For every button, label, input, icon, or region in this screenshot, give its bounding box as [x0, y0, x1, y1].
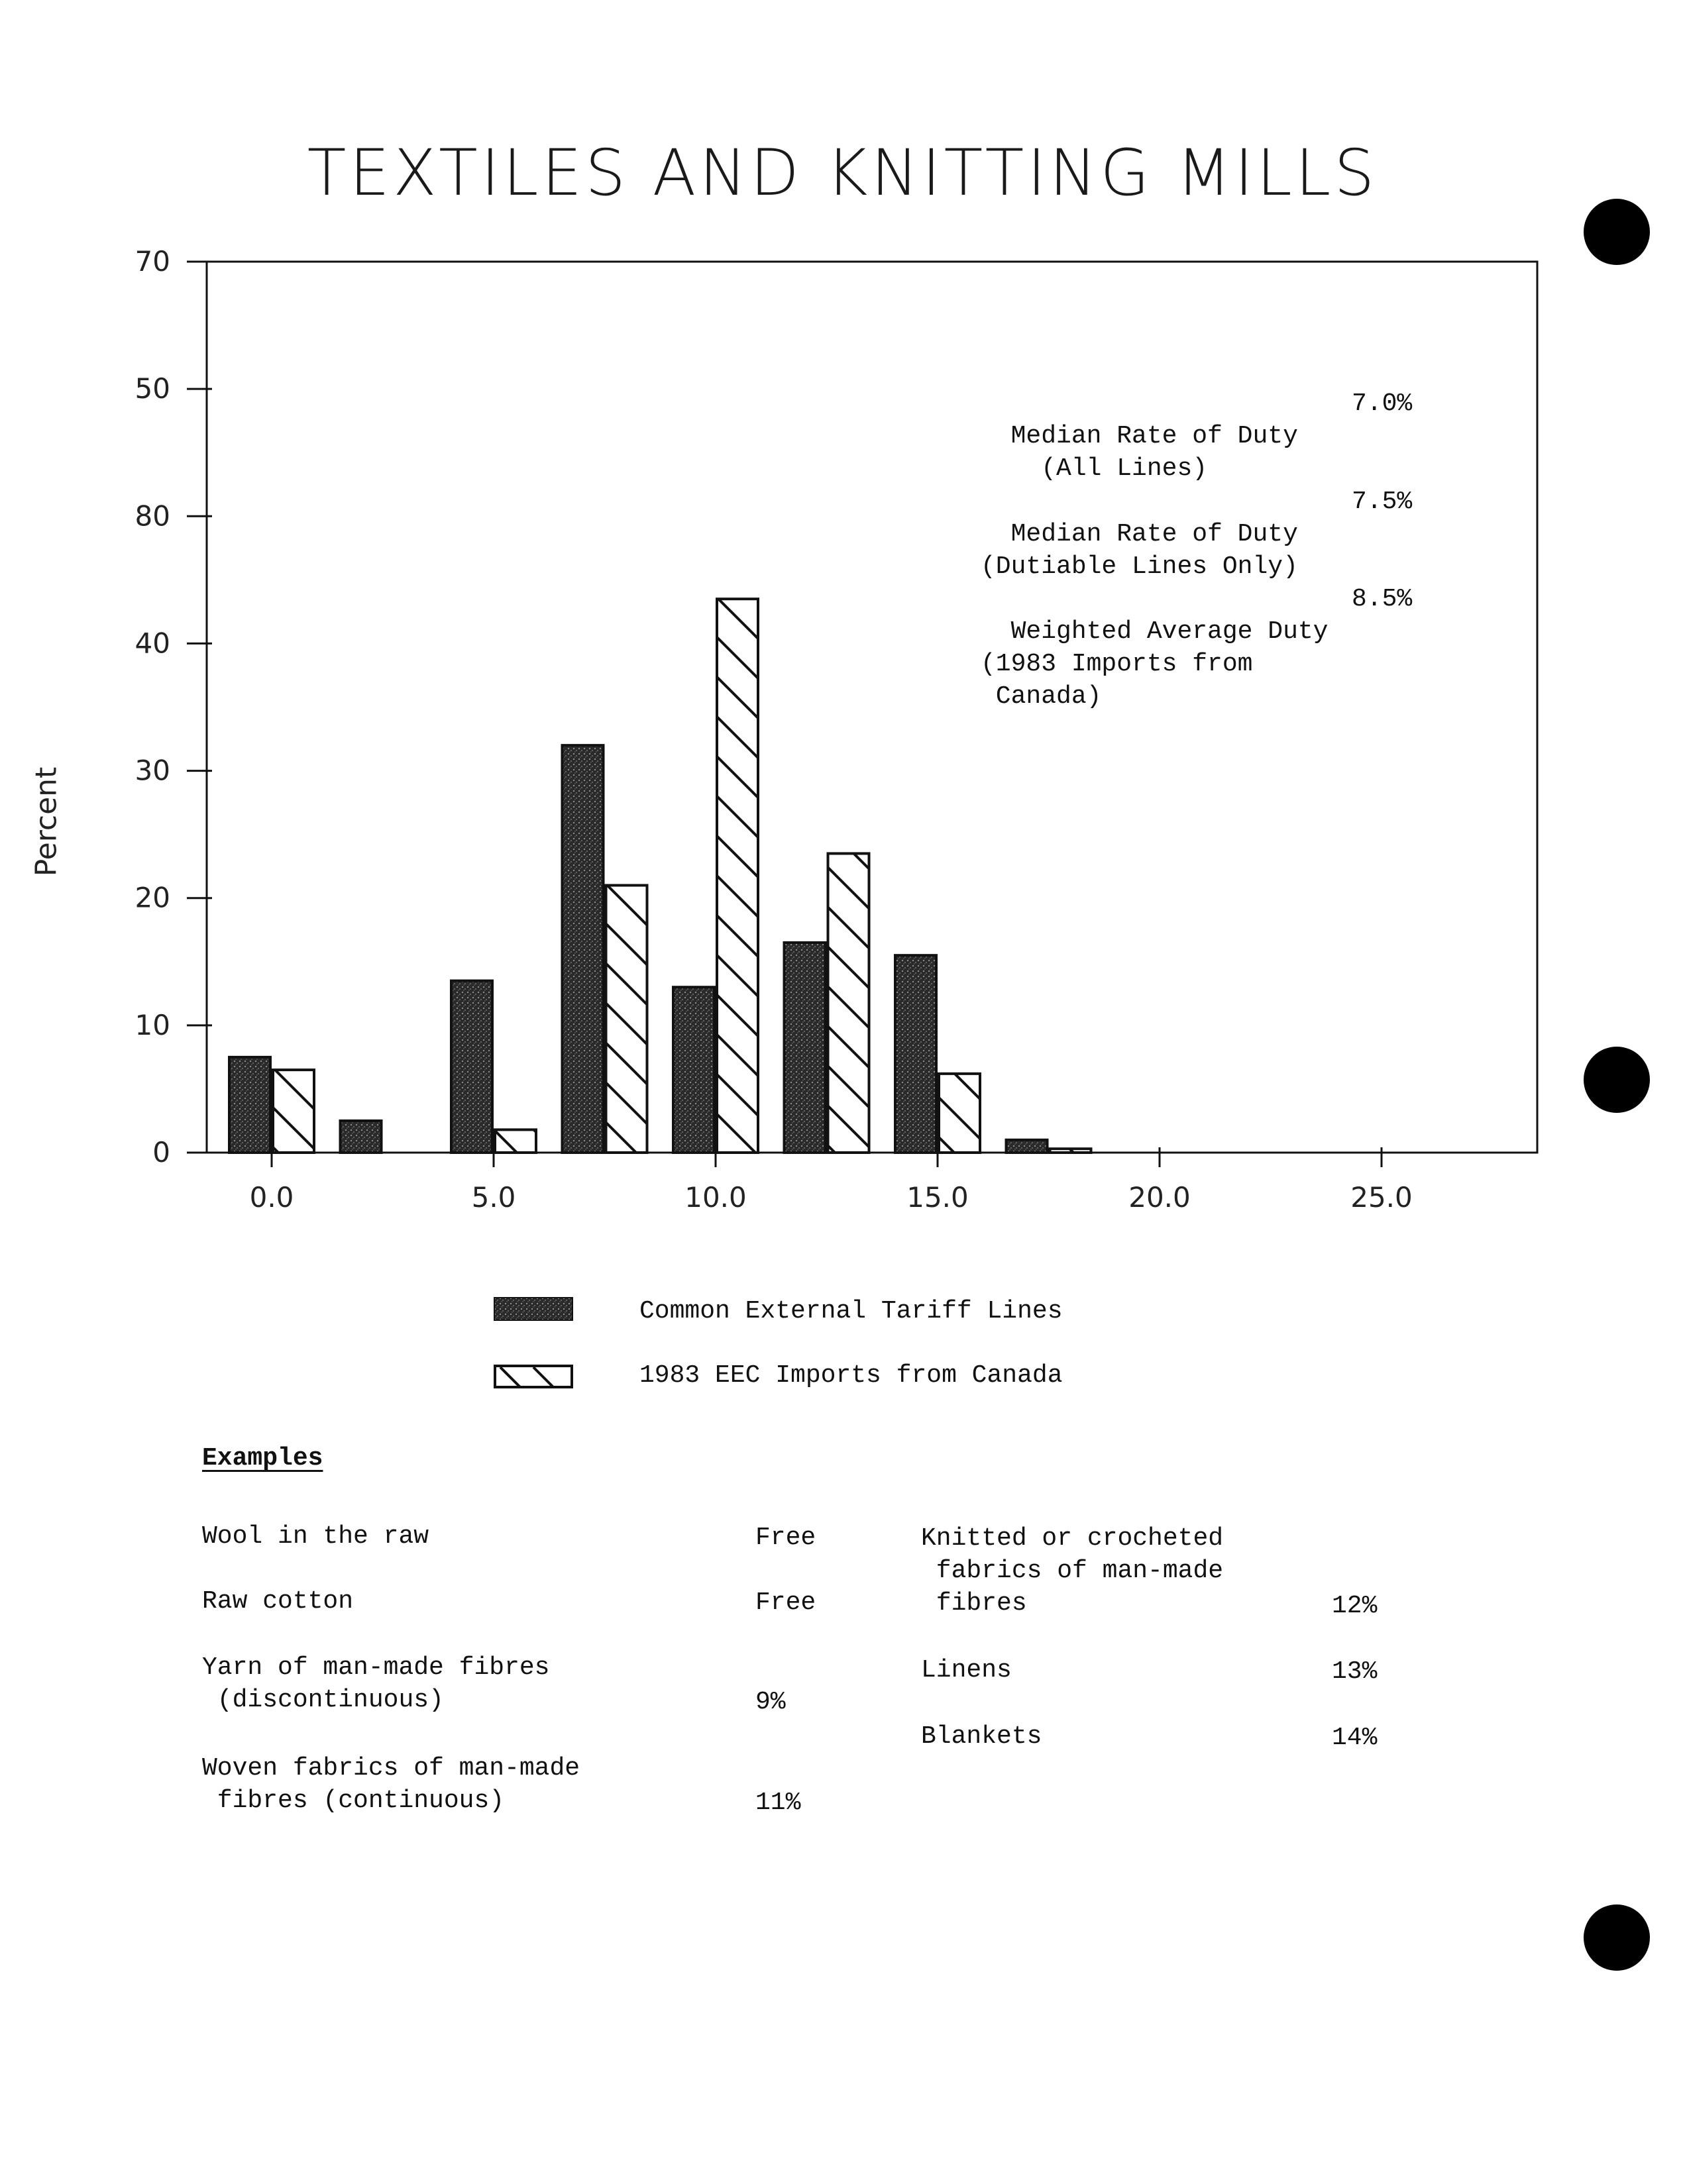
bar-imports — [717, 599, 758, 1153]
example-label: Linens — [921, 1656, 1012, 1685]
bar-cet — [451, 981, 492, 1153]
x-tick-label: 5.0 — [471, 1181, 516, 1214]
example-label: Yarn of man-made fibres (discontinuous) — [202, 1653, 550, 1714]
binder-hole — [1584, 1904, 1650, 1971]
stat-label: Median Rate of Duty (All Lines) — [1010, 422, 1298, 483]
y-tick-label: 70 — [135, 245, 170, 278]
example-value: Free — [755, 1588, 816, 1617]
y-tick-label: 30 — [135, 754, 170, 787]
bar-imports — [1050, 1149, 1091, 1153]
example-value: Free — [755, 1524, 816, 1552]
bar-cet — [229, 1057, 270, 1153]
example-value: 13% — [1332, 1657, 1378, 1686]
stat-weighted-average — [981, 583, 1413, 745]
example-label: Raw cotton — [202, 1587, 354, 1616]
bar-cet — [563, 745, 604, 1153]
bar-imports — [495, 1129, 536, 1153]
stat-label: Median Rate of Duty (Dutiable Lines Only) — [981, 520, 1298, 581]
example-value: 9% — [755, 1688, 786, 1716]
y-axis-label: Percent — [29, 766, 64, 877]
example-value: 14% — [1332, 1724, 1378, 1752]
x-tick-label: 15.0 — [906, 1181, 969, 1214]
x-tick-label: 25.0 — [1350, 1181, 1413, 1214]
y-tick-label: 10 — [135, 1008, 170, 1041]
x-tick-label: 20.0 — [1128, 1181, 1191, 1214]
legend-label-cet: Common External Tariff Lines — [639, 1297, 1063, 1326]
example-label: Blankets — [921, 1722, 1042, 1751]
bar-cet — [341, 1121, 382, 1153]
bar-cet — [895, 955, 936, 1153]
bar-cet — [1006, 1140, 1048, 1153]
example-label: Knitted or crocheted fabrics of man-made fibres — [921, 1524, 1224, 1618]
x-tick-label: 0.0 — [249, 1181, 294, 1214]
chart-title: TEXTILES AND KNITTING MILLS — [307, 136, 1378, 210]
x-tick-label: 10.0 — [684, 1181, 747, 1214]
stat-label: Weighted Average Duty (1983 Imports from Canada) — [981, 617, 1329, 711]
stat-value: 8.5% — [1352, 585, 1413, 613]
example-label: Wool in the raw — [202, 1522, 429, 1551]
stat-value: 7.5% — [1352, 488, 1413, 516]
y-tick-label: 80 — [135, 499, 170, 533]
y-tick-label: 0 — [152, 1136, 170, 1169]
example-label: Woven fabrics of man-made fibres (continuous) — [202, 1754, 580, 1815]
example-value: 11% — [755, 1789, 801, 1817]
plot-frame — [207, 262, 1537, 1153]
chart-bars — [229, 599, 1091, 1153]
bar-cet — [785, 943, 826, 1153]
y-tick-label: 50 — [135, 372, 170, 405]
y-tick-label: 40 — [135, 627, 170, 660]
binder-hole — [1584, 1047, 1650, 1113]
bar-imports — [606, 886, 647, 1153]
legend-label-imports: 1983 EEC Imports from Canada — [639, 1361, 1063, 1390]
bar-cet — [673, 987, 714, 1153]
examples-heading: Examples — [202, 1444, 323, 1473]
y-tick-label: 20 — [135, 881, 170, 914]
bar-imports — [939, 1074, 980, 1153]
example-value: 12% — [1332, 1592, 1378, 1620]
stat-value: 7.0% — [1352, 390, 1413, 418]
bar-imports — [273, 1070, 314, 1153]
legend-swatch-imports — [494, 1365, 573, 1388]
bar-imports — [828, 853, 869, 1153]
binder-hole — [1584, 199, 1650, 265]
legend-swatch-cet — [494, 1297, 573, 1321]
